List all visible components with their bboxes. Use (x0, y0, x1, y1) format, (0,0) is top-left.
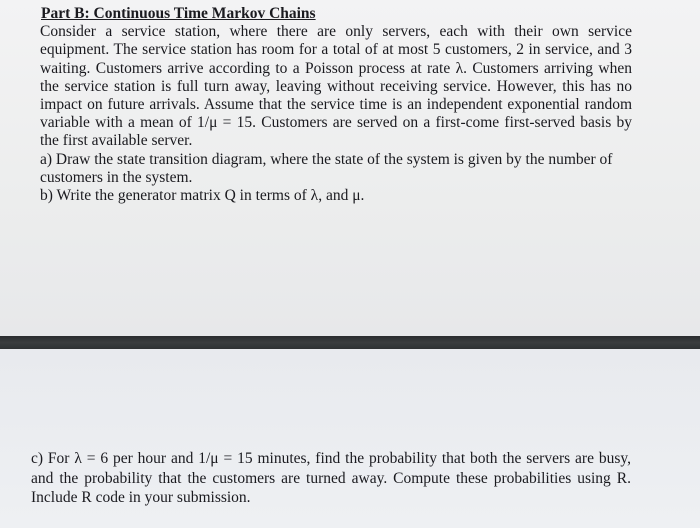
page-divider (0, 336, 700, 349)
question-a: a) Draw the state transition diagram, where the state of the system is given by the number of customers in the system. (40, 150, 613, 186)
problem-text-top (40, 5, 632, 205)
problem-text-bottom (31, 449, 631, 508)
question-c: c) For λ = 6 per hour and 1/μ = 15 minutes, find the probability that both the servers are busy, and the probability that the customers are turned away. Compute these probabilities using R. Include R code in your submission. (31, 450, 631, 506)
problem-intro: Consider a service station, where there are only servers, each with their own service equipment. The service station has room for a total of at most 5 customers, 2 in service, and 3 waiting. Customers arrive according to a Poisson process at rate λ. Customers arriving when the service station is full turn away, leaving without receiving service. However, this has no impact on future arrivals. Assume that the service time is an independent exponential random variable with a mean of 1/μ = 15. Customers are served on a first-come first-served basis by the first available server. (40, 23, 632, 150)
section-title: Part B: Continuous Time Markov Chains (41, 5, 316, 22)
question-b: b) Write the generator matrix Q in terms of λ, and μ. (40, 187, 365, 205)
